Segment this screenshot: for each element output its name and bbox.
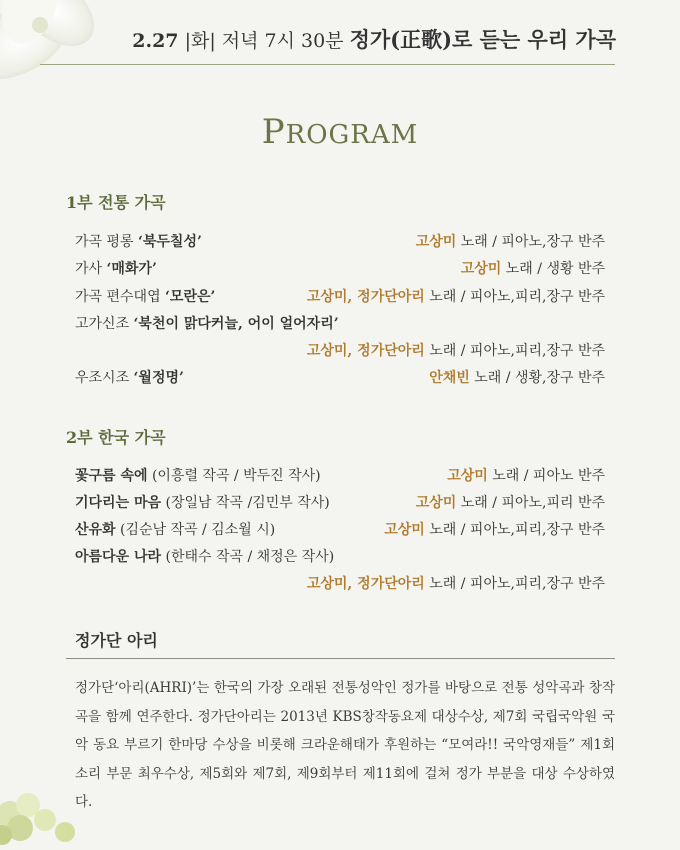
part2-row: 꽃구름 속에 (이흥렬 작곡 / 박두진 작사) 고상미 노래 / 피아노 반주 [75, 468, 605, 484]
performer: 고상미, 정가단아리 [306, 289, 425, 305]
part1-title: 1부 전통 가곡 [66, 193, 166, 212]
performer: 고상미 [415, 495, 457, 511]
event-title: 정가(正歌)로 듣는 우리 가곡 [349, 27, 616, 52]
header-divider [40, 64, 615, 65]
event-day: |화| [184, 30, 216, 52]
part2-row: 산유화 (김순남 작곡 / 김소월 시) 고상미 노래 / 피아노,피리,장구 반주 [75, 522, 605, 538]
performer: 고상미 [460, 261, 502, 277]
performer: 고상미 [447, 468, 488, 484]
part1-row: 고상미, 정가단아리 노래 / 피아노,피리,장구 반주 [306, 343, 605, 359]
performer: 고상미 [415, 234, 457, 250]
part1-row: 가곡 편수대엽 ‘모란은’ 고상미, 정가단아리 노래 / 피아노,피리,장구 반주 [75, 289, 605, 305]
event-time: 저녁 7시 30분 [221, 30, 344, 52]
performer: 안채빈 [429, 370, 470, 386]
performer: 고상미, 정가단아리 [306, 343, 425, 359]
part2-row: 기다리는 마음 (장일남 작곡 /김민부 작사) 고상미 노래 / 피아노,피리 반주 [75, 495, 605, 511]
event-date: 2.27 [132, 30, 179, 52]
part2-title: 2부 한국 가곡 [66, 428, 166, 447]
part2-row: 아름다운 나라 (한태수 작곡 / 채정은 작사) [75, 549, 335, 565]
ahri-divider [66, 658, 615, 659]
part1-row: 고가신조 ‘북천이 맑다커늘, 어이 얼어자리’ [75, 316, 339, 332]
part1-row: 가곡 평롱 ‘북두칠성’ 고상미 노래 / 피아노,장구 반주 [75, 234, 605, 250]
part1-row: 가사 ‘매화가’ 고상미 노래 / 생황 반주 [75, 261, 605, 277]
program-title: PROGRAM [261, 112, 419, 152]
ahri-section-title: 정가단 아리 [75, 631, 158, 650]
performer: 고상미 [384, 522, 425, 538]
ahri-description: 정가단‘아리(AHRI)’는 한국의 가장 오래된 전통성악인 정가를 바탕으로 전통 성악곡과 창작곡을 함께 연주한다. 정가단아리는 2013년 KBS창작동요제 대상수상, 제7회 국립국악원 국악 동요 부르기 한마당 수상을 비롯해 크라운해태가 후원하는 “모여라!! 국악영재들” 제1회 소리 부문 최우수상, 제5회와 제7회, 제9회부터 제11회에 걸쳐 정가 부분을 대상 수상하였다. [75, 680, 615, 810]
part1-row: 우조시조 ‘월정명’ 안채빈 노래 / 생황,장구 반주 [75, 370, 605, 386]
event-header [86, 24, 616, 64]
part2-row: 고상미, 정가단아리 노래 / 피아노,피리,장구 반주 [306, 576, 605, 592]
performer: 고상미, 정가단아리 [306, 576, 425, 592]
